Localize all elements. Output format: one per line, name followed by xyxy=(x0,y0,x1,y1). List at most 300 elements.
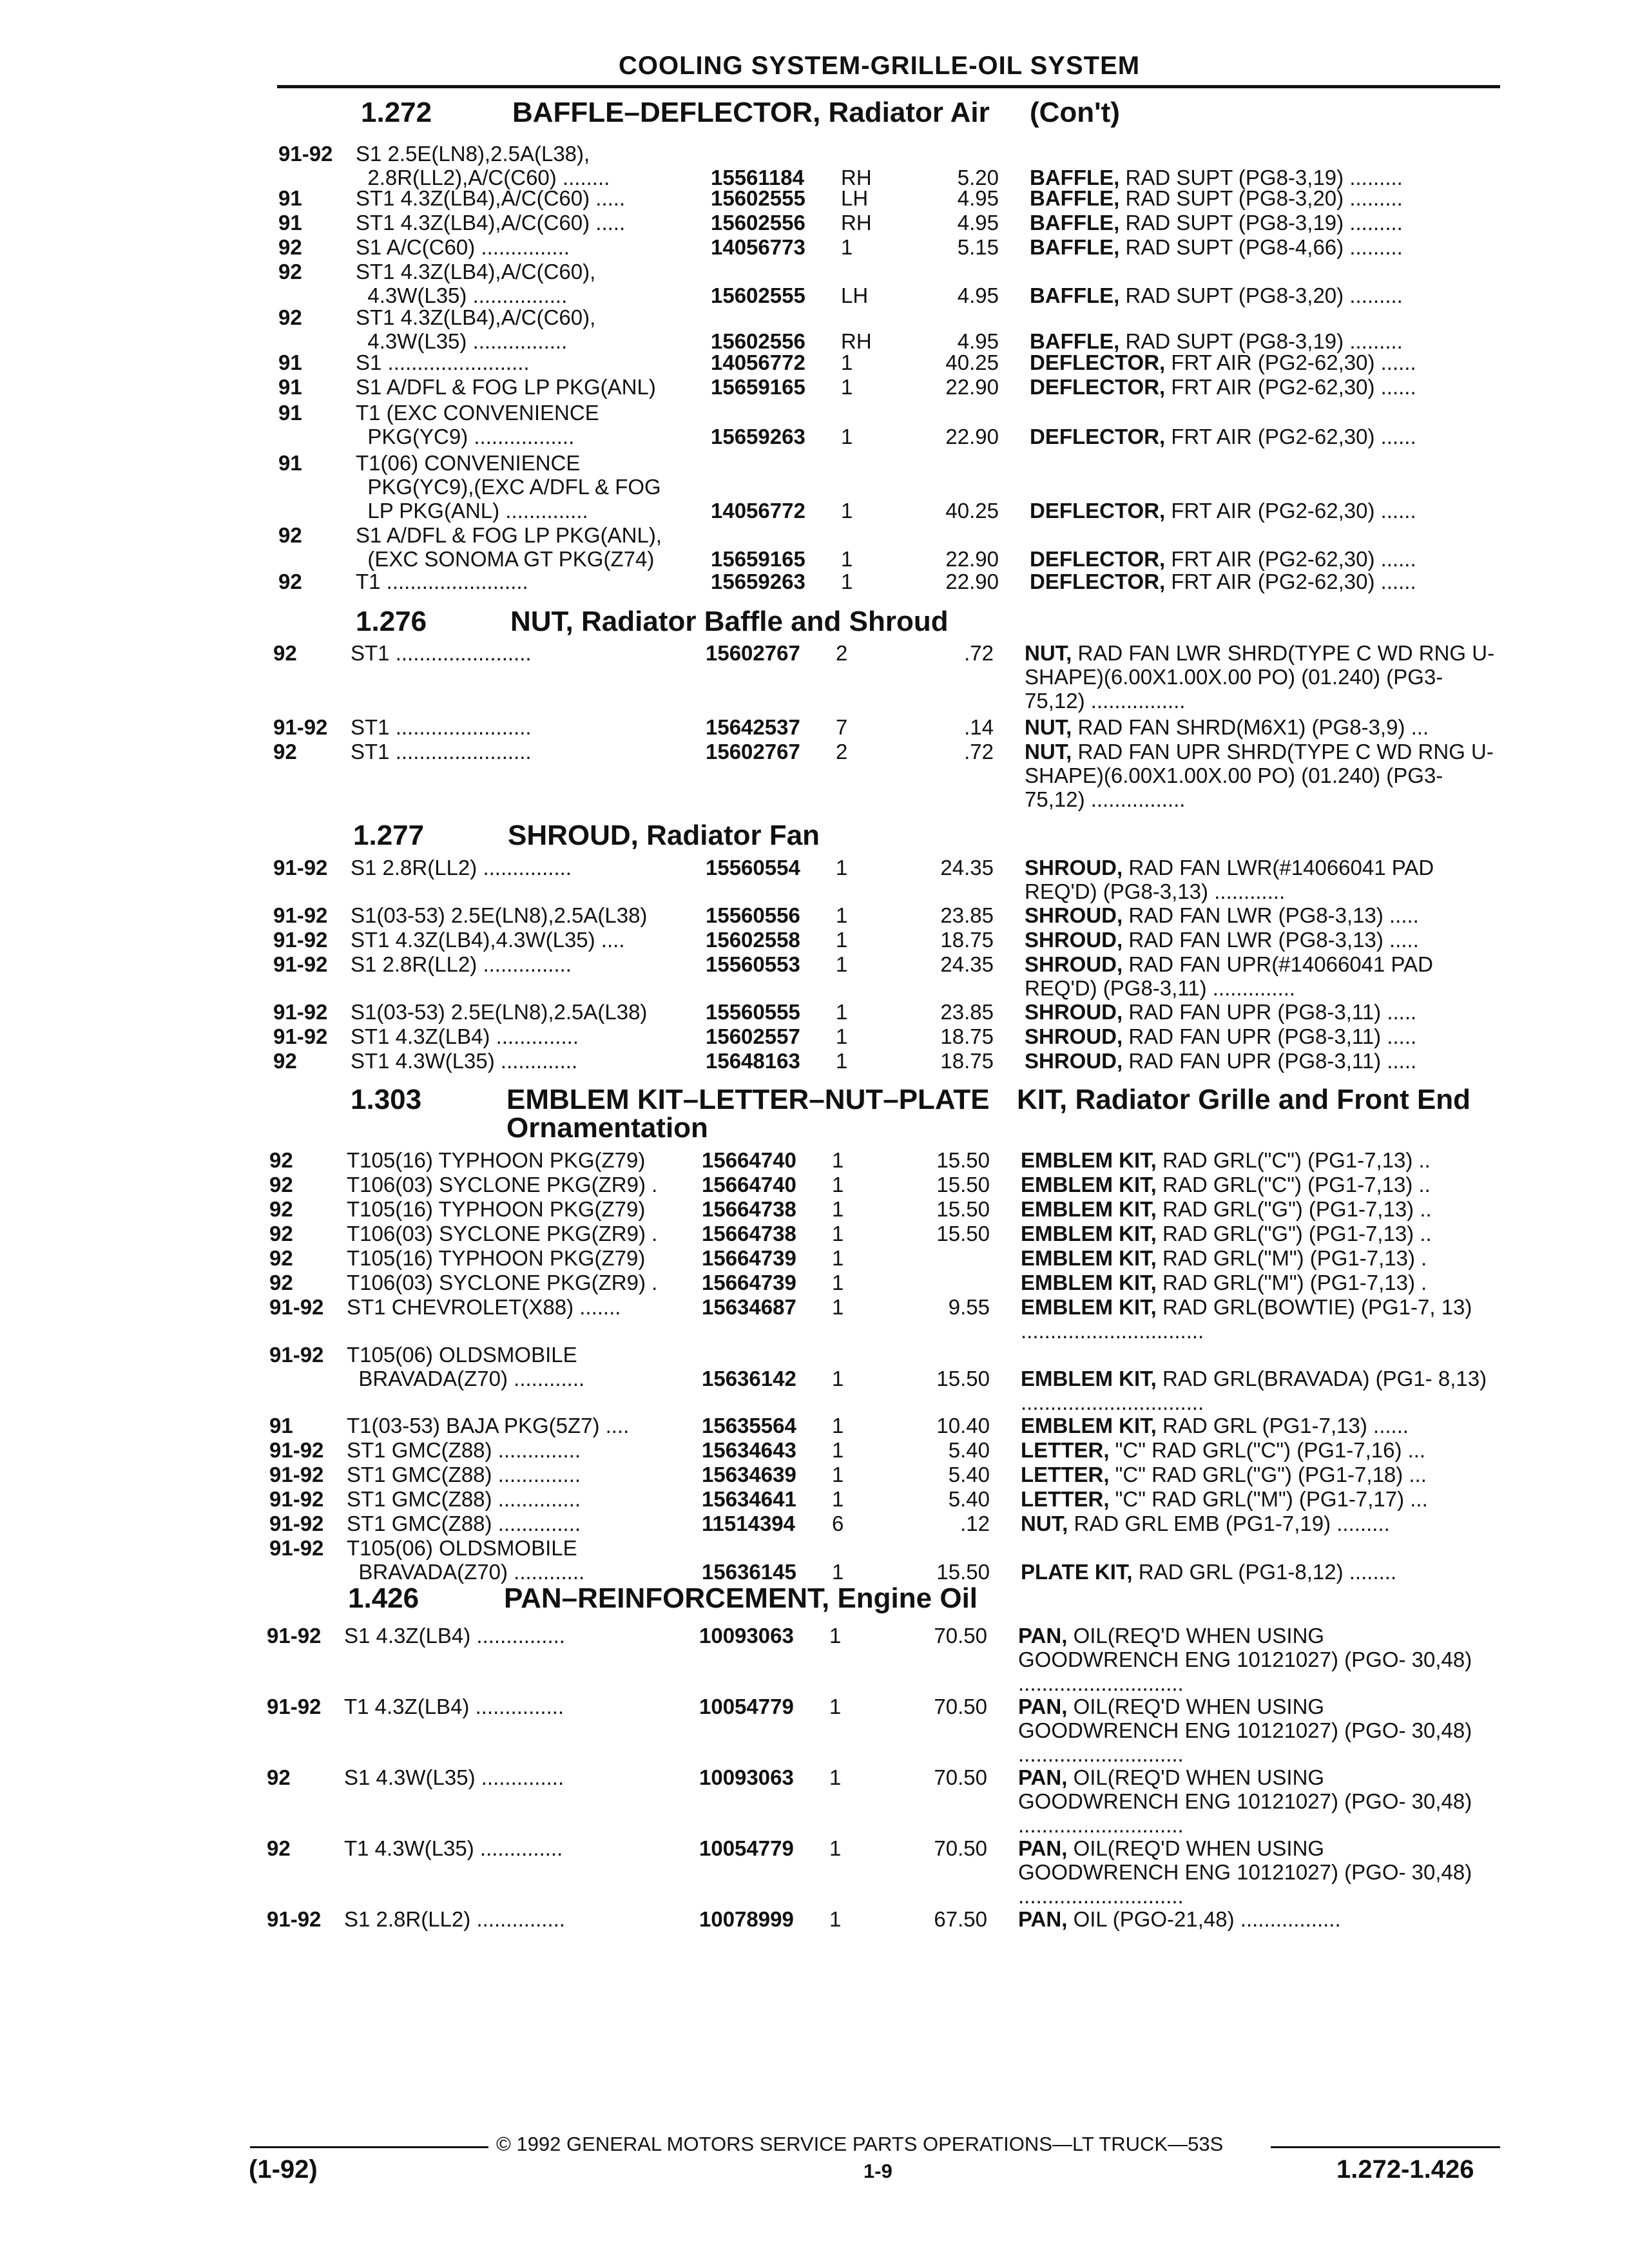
description xyxy=(1030,375,1500,399)
application: S1 2.8R(LL2) ............... xyxy=(344,1907,565,1931)
price: 70.50 xyxy=(934,1836,987,1860)
quantity-side: 1 xyxy=(832,1487,844,1511)
description-keyword: LETTER, xyxy=(1021,1487,1110,1511)
part-number: 15636142 xyxy=(702,1367,796,1390)
description-detail: RAD GRL EMB (PG1-7,19) ......... xyxy=(1068,1512,1390,1535)
description-detail: RAD FAN LWR (PG8-3,13) ..... xyxy=(1123,928,1419,952)
application: S1 4.3W(L35) .............. xyxy=(344,1765,564,1789)
section-title-continued: KIT, Radiator Grille and Front End xyxy=(1017,1084,1471,1115)
quantity-side: 2 xyxy=(836,641,848,665)
description xyxy=(1025,1024,1495,1048)
price: 15.50 xyxy=(936,1560,990,1584)
price: 67.50 xyxy=(934,1907,987,1931)
application: ST1 4.3Z(LB4),4.3W(L35) .... xyxy=(351,928,625,952)
description-detail: RAD GRL("C") (PG1-7,13) .. xyxy=(1156,1148,1431,1172)
footer-revision: (1-92) xyxy=(249,2155,318,2184)
description-detail: RAD FAN UPR (PG8-3,11) ..... xyxy=(1123,1024,1417,1048)
description-detail: RAD GRL (PG1-8,12) ........ xyxy=(1132,1560,1397,1584)
quantity-side: 1 xyxy=(836,952,848,976)
description-keyword: BAFFLE, xyxy=(1030,211,1120,235)
description-keyword: PAN, xyxy=(1018,1836,1068,1860)
description-detail: "C" RAD GRL("M") (PG1-7,17) ... xyxy=(1109,1487,1428,1511)
price: 70.50 xyxy=(934,1624,987,1648)
price: 15.50 xyxy=(936,1367,990,1390)
price: 40.25 xyxy=(945,499,999,523)
quantity-side: 1 xyxy=(836,1000,848,1024)
model-year: 91-92 xyxy=(273,715,328,739)
model-year: 92 xyxy=(278,305,302,329)
part-number: 15602556 xyxy=(711,329,805,353)
price: .14 xyxy=(964,715,994,739)
description-detail: RAD GRL(BOWTIE) (PG1-7, 13) ............................... xyxy=(1021,1295,1472,1343)
part-number: 15602767 xyxy=(706,740,800,764)
section-heading xyxy=(0,1084,1629,1148)
application: ST1 4.3Z(LB4),A/C(C60), 4.3W(L35) ................ xyxy=(356,305,596,353)
quantity-side: RH xyxy=(841,166,872,189)
description-detail: RAD GRL("M") (PG1-7,13) . xyxy=(1156,1246,1427,1270)
description xyxy=(1030,499,1500,523)
application: T105(06) OLDSMOBILE BRAVADA(Z70) ............ xyxy=(347,1536,585,1584)
section-title: PAN–REINFORCEMENT, Engine Oil xyxy=(504,1582,978,1614)
application: S1 A/DFL & FOG LP PKG(ANL) xyxy=(356,375,656,399)
description-detail: RAD FAN UPR SHRD(TYPE C WD RNG U-SHAPE)(6.00X1.00X.00 PO) (01.240) (PG3-75,12) ................ xyxy=(1025,740,1494,811)
price: 15.50 xyxy=(936,1173,990,1196)
description-detail: RAD SUPT (PG8-3,19) ......... xyxy=(1119,329,1403,353)
part-number: 15602556 xyxy=(711,211,805,235)
model-year: 92 xyxy=(267,1836,291,1860)
description-keyword: LETTER, xyxy=(1021,1463,1110,1486)
description-detail: "C" RAD GRL("C") (PG1-7,16) ... xyxy=(1109,1438,1426,1462)
application: T106(03) SYCLONE PKG(ZR9) . xyxy=(347,1222,658,1245)
description-keyword: DEFLECTOR, xyxy=(1030,547,1166,571)
description xyxy=(1025,715,1495,739)
application: S1(03-53) 2.5E(LN8),2.5A(L38) xyxy=(351,1000,648,1024)
description-detail: RAD FAN LWR(#14066041 PAD REQ'D) (PG8-3,13) ............ xyxy=(1025,856,1434,903)
quantity-side: 1 xyxy=(829,1695,842,1718)
model-year: 92 xyxy=(278,523,302,547)
description-detail: RAD GRL("C") (PG1-7,13) .. xyxy=(1156,1173,1431,1196)
part-number: 15602555 xyxy=(711,284,805,307)
application: S1 A/C(C60) ............... xyxy=(356,235,570,259)
section-heading xyxy=(0,820,1629,856)
model-year: 91 xyxy=(278,375,302,399)
description-keyword: SHROUD, xyxy=(1025,928,1123,952)
description-detail: RAD SUPT (PG8-3,20) ......... xyxy=(1119,284,1403,307)
part-number: 10093063 xyxy=(699,1624,794,1648)
description xyxy=(1021,1463,1491,1486)
description-detail: RAD SUPT (PG8-4,66) ......... xyxy=(1119,235,1403,259)
description-keyword: SHROUD, xyxy=(1025,1049,1123,1073)
model-year: 91 xyxy=(278,401,302,425)
description xyxy=(1021,1438,1491,1462)
application: ST1 GMC(Z88) .............. xyxy=(347,1512,581,1535)
quantity-side: 1 xyxy=(836,856,848,879)
price: 18.75 xyxy=(940,1024,994,1048)
description xyxy=(1021,1487,1491,1511)
description-detail: OIL (PGO-21,48) ................. xyxy=(1067,1907,1341,1931)
application: S1(03-53) 2.5E(LN8),2.5A(L38) xyxy=(351,903,648,927)
description-keyword: NUT, xyxy=(1021,1512,1068,1535)
description-keyword: BAFFLE, xyxy=(1030,284,1120,307)
application: S1 4.3Z(LB4) ............... xyxy=(344,1624,565,1648)
part-number: 15664740 xyxy=(702,1173,796,1196)
model-year: 92 xyxy=(278,570,302,593)
quantity-side: 1 xyxy=(841,235,853,259)
description-keyword: DEFLECTOR, xyxy=(1030,570,1166,593)
model-year: 92 xyxy=(269,1197,293,1221)
description-keyword: NUT, xyxy=(1025,715,1072,739)
quantity-side: 2 xyxy=(836,740,848,764)
application: T106(03) SYCLONE PKG(ZR9) . xyxy=(347,1271,658,1294)
description-detail: RAD FAN UPR (PG8-3,11) ..... xyxy=(1123,1000,1417,1024)
price: 24.35 xyxy=(940,856,994,879)
description-keyword: PAN, xyxy=(1018,1765,1068,1789)
model-year: 91-92 xyxy=(273,1000,328,1024)
section-title: SHROUD, Radiator Fan xyxy=(508,820,820,851)
quantity-side: 1 xyxy=(832,1222,844,1245)
description xyxy=(1018,1907,1489,1931)
quantity-side: 1 xyxy=(832,1271,844,1294)
quantity-side: 1 xyxy=(832,1148,844,1172)
footer-rule-left xyxy=(250,2146,488,2148)
section-title: BAFFLE–DEFLECTOR, Radiator Air xyxy=(512,97,990,128)
part-number: 14056772 xyxy=(711,499,805,523)
application: T105(16) TYPHOON PKG(Z79) xyxy=(347,1246,646,1270)
section-title: NUT, Radiator Baffle and Shroud xyxy=(510,606,949,637)
description-detail: RAD GRL("M") (PG1-7,13) . xyxy=(1156,1271,1427,1294)
description xyxy=(1021,1173,1491,1196)
section-heading xyxy=(0,97,1629,133)
price: 23.85 xyxy=(940,1000,994,1024)
description-keyword: EMBLEM KIT, xyxy=(1021,1414,1157,1437)
part-number: 15659165 xyxy=(711,375,805,399)
quantity-side: RH xyxy=(841,211,872,235)
quantity-side: LH xyxy=(841,186,869,210)
description xyxy=(1018,1624,1489,1695)
model-year: 92 xyxy=(269,1173,293,1196)
description-detail: OIL(REQ'D WHEN USING GOODWRENCH ENG 10121027) (PGO- 30,48) ............................ xyxy=(1018,1765,1472,1837)
description-keyword: EMBLEM KIT, xyxy=(1021,1295,1157,1319)
application: T105(16) TYPHOON PKG(Z79) xyxy=(347,1148,646,1172)
model-year: 92 xyxy=(278,260,302,284)
description-detail: RAD FAN SHRD(M6X1) (PG8-3,9) ... xyxy=(1072,715,1429,739)
description-keyword: BAFFLE, xyxy=(1030,166,1120,189)
description xyxy=(1025,903,1495,927)
description-keyword: DEFLECTOR, xyxy=(1030,425,1166,448)
description-detail: FRT AIR (PG2-62,30) ...... xyxy=(1165,425,1416,448)
quantity-side: 1 xyxy=(841,351,853,374)
description-detail: RAD SUPT (PG8-3,19) ......... xyxy=(1119,166,1403,189)
price: 70.50 xyxy=(934,1765,987,1789)
model-year: 91-92 xyxy=(267,1907,322,1931)
price: 4.95 xyxy=(957,211,999,235)
model-year: 92 xyxy=(269,1222,293,1245)
description-detail: RAD GRL("G") (PG1-7,13) .. xyxy=(1156,1197,1432,1221)
description-detail: RAD FAN LWR (PG8-3,13) ..... xyxy=(1123,903,1419,927)
model-year: 91-92 xyxy=(273,856,328,879)
quantity-side: 1 xyxy=(829,1907,842,1931)
footer-section-range: 1.272-1.426 xyxy=(1336,2155,1474,2184)
description xyxy=(1025,1049,1495,1073)
part-number: 14056773 xyxy=(711,235,805,259)
description-keyword: BAFFLE, xyxy=(1030,186,1120,210)
description xyxy=(1021,1148,1491,1172)
description-keyword: PLATE KIT, xyxy=(1021,1560,1133,1584)
part-number: 10054779 xyxy=(699,1695,794,1718)
part-number: 15659263 xyxy=(711,570,805,593)
quantity-side: 1 xyxy=(832,1295,844,1319)
description xyxy=(1025,928,1495,952)
description-keyword: PAN, xyxy=(1018,1695,1068,1718)
description-keyword: SHROUD, xyxy=(1025,856,1123,879)
description xyxy=(1025,740,1495,811)
application: T1 4.3W(L35) .............. xyxy=(344,1836,563,1860)
price: 24.35 xyxy=(940,952,994,976)
part-number: 15635564 xyxy=(702,1414,796,1437)
description xyxy=(1021,1295,1491,1343)
model-year: 92 xyxy=(278,235,302,259)
quantity-side: 1 xyxy=(836,1049,848,1073)
model-year: 91-92 xyxy=(273,1024,328,1048)
section-continued: (Con't) xyxy=(1030,97,1120,128)
price: 5.40 xyxy=(948,1463,990,1486)
description-detail: RAD FAN LWR SHRD(TYPE C WD RNG U-SHAPE)(6.00X1.00X.00 PO) (01.240) (PG3-75,12) ................ xyxy=(1025,641,1495,713)
description-detail: OIL(REQ'D WHEN USING GOODWRENCH ENG 10121027) (PGO- 30,48) ............................ xyxy=(1018,1624,1472,1695)
description xyxy=(1021,1197,1491,1221)
application: ST1 4.3Z(LB4),A/C(C60), 4.3W(L35) ................ xyxy=(356,260,596,307)
section-heading xyxy=(0,606,1629,642)
description-keyword: SHROUD, xyxy=(1025,952,1123,976)
description xyxy=(1025,641,1495,713)
part-number: 15560555 xyxy=(706,1000,800,1024)
model-year: 91-92 xyxy=(269,1512,324,1535)
application: ST1 CHEVROLET(X88) ....... xyxy=(347,1295,621,1319)
price: 70.50 xyxy=(934,1695,987,1718)
model-year: 91-92 xyxy=(273,928,328,952)
price: 5.40 xyxy=(948,1487,990,1511)
description-detail: RAD GRL(BRAVADA) (PG1- 8,13) ............................... xyxy=(1021,1367,1487,1414)
description-keyword: EMBLEM KIT, xyxy=(1021,1246,1157,1270)
footer-page-number: 1-9 xyxy=(863,2160,892,2182)
section-title-line2: Ornamentation xyxy=(506,1112,708,1144)
description-keyword: EMBLEM KIT, xyxy=(1021,1148,1157,1172)
model-year: 92 xyxy=(269,1246,293,1270)
part-number: 15642537 xyxy=(706,715,800,739)
quantity-side: 1 xyxy=(841,375,853,399)
model-year: 92 xyxy=(273,641,297,665)
quantity-side: 1 xyxy=(829,1765,842,1789)
price: 23.85 xyxy=(940,903,994,927)
part-number: 15602767 xyxy=(706,641,800,665)
application: ST1 4.3W(L35) ............. xyxy=(351,1049,578,1073)
model-year: 91-92 xyxy=(269,1487,324,1511)
price: 5.20 xyxy=(957,166,999,189)
part-number: 15634643 xyxy=(702,1438,796,1462)
model-year: 91-92 xyxy=(269,1463,324,1486)
description-keyword: DEFLECTOR, xyxy=(1030,499,1166,523)
description xyxy=(1018,1836,1489,1908)
application: T105(06) OLDSMOBILE BRAVADA(Z70) ............ xyxy=(347,1343,585,1390)
description-keyword: NUT, xyxy=(1025,641,1072,665)
description-keyword: DEFLECTOR, xyxy=(1030,375,1166,399)
description-keyword: EMBLEM KIT, xyxy=(1021,1222,1157,1245)
part-number: 15602558 xyxy=(706,928,800,952)
description xyxy=(1030,284,1500,307)
description-detail: OIL(REQ'D WHEN USING GOODWRENCH ENG 10121027) (PGO- 30,48) ............................ xyxy=(1018,1695,1472,1766)
application: ST1 GMC(Z88) .............. xyxy=(347,1463,581,1486)
description-keyword: EMBLEM KIT, xyxy=(1021,1367,1157,1390)
description-detail: "C" RAD GRL("G") (PG1-7,18) ... xyxy=(1109,1463,1427,1486)
price: 18.75 xyxy=(940,1049,994,1073)
model-year: 92 xyxy=(267,1765,291,1789)
description-detail: FRT AIR (PG2-62,30) ...... xyxy=(1165,375,1416,399)
model-year: 91-92 xyxy=(269,1536,324,1560)
application: T1 (EXC CONVENIENCE PKG(YC9) ................. xyxy=(356,401,599,448)
description xyxy=(1018,1695,1489,1766)
part-number: 10093063 xyxy=(699,1765,794,1789)
section-number: 1.272 xyxy=(361,97,432,128)
application: T1 4.3Z(LB4) ............... xyxy=(344,1695,564,1718)
model-year: 91 xyxy=(278,186,302,210)
quantity-side: 1 xyxy=(832,1438,844,1462)
quantity-side: 1 xyxy=(836,903,848,927)
application: S1 2.8R(LL2) ............... xyxy=(351,952,572,976)
quantity-side: 1 xyxy=(829,1836,842,1860)
application: T1(03-53) BAJA PKG(5Z7) .... xyxy=(347,1414,630,1437)
page-header-title: COOLING SYSTEM-GRILLE-OIL SYSTEM xyxy=(619,52,1141,80)
description-detail: RAD SUPT (PG8-3,19) ......... xyxy=(1119,211,1403,235)
price: 22.90 xyxy=(945,547,999,571)
part-number: 10054779 xyxy=(699,1836,794,1860)
part-number: 15664738 xyxy=(702,1197,796,1221)
quantity-side: 7 xyxy=(836,715,848,739)
description-detail: RAD SUPT (PG8-3,20) ......... xyxy=(1119,186,1403,210)
application: S1 2.8R(LL2) ............... xyxy=(351,856,572,879)
part-number: 15560553 xyxy=(706,952,800,976)
description-keyword: LETTER, xyxy=(1021,1438,1110,1462)
description-keyword: BAFFLE, xyxy=(1030,329,1120,353)
price: 4.95 xyxy=(957,284,999,307)
part-number: 11514394 xyxy=(702,1512,796,1535)
part-number: 15636145 xyxy=(702,1560,796,1584)
quantity-side: 1 xyxy=(832,1246,844,1270)
quantity-side: 1 xyxy=(841,425,853,448)
model-year: 91-92 xyxy=(269,1438,324,1462)
description xyxy=(1018,1765,1489,1837)
description xyxy=(1021,1246,1491,1270)
description xyxy=(1021,1560,1491,1584)
description xyxy=(1030,425,1500,448)
application: ST1 ....................... xyxy=(351,740,532,764)
footer-rule-right xyxy=(1271,2146,1500,2148)
description xyxy=(1030,186,1500,210)
model-year: 91 xyxy=(278,211,302,235)
application: ST1 ....................... xyxy=(351,641,532,665)
application: ST1 GMC(Z88) .............. xyxy=(347,1438,581,1462)
quantity-side: 1 xyxy=(841,499,853,523)
description-detail: RAD GRL (PG1-7,13) ...... xyxy=(1156,1414,1409,1437)
description-keyword: EMBLEM KIT, xyxy=(1021,1173,1157,1196)
application: S1 A/DFL & FOG LP PKG(ANL), (EXC SONOMA GT PKG(Z74) xyxy=(356,523,662,571)
application: T1(06) CONVENIENCE PKG(YC9),(EXC A/DFL & FOG LP PKG(ANL) .............. xyxy=(356,451,661,523)
price: 15.50 xyxy=(936,1222,990,1245)
quantity-side: 1 xyxy=(832,1463,844,1486)
part-number: 15561184 xyxy=(711,166,805,189)
description-keyword: BAFFLE, xyxy=(1030,235,1120,259)
price: 4.95 xyxy=(957,329,999,353)
part-number: 15664739 xyxy=(702,1246,796,1270)
description xyxy=(1021,1367,1491,1414)
application: ST1 4.3Z(LB4),A/C(C60) ..... xyxy=(356,211,626,235)
quantity-side: LH xyxy=(841,284,869,307)
quantity-side: 1 xyxy=(832,1560,844,1584)
description-keyword: DEFLECTOR, xyxy=(1030,351,1166,374)
description-keyword: SHROUD, xyxy=(1025,1000,1123,1024)
quantity-side: 1 xyxy=(832,1197,844,1221)
model-year: 91-92 xyxy=(269,1295,324,1319)
section-title: EMBLEM KIT–LETTER–NUT–PLATE xyxy=(506,1084,990,1115)
description-keyword: PAN, xyxy=(1018,1624,1068,1648)
description xyxy=(1021,1512,1491,1535)
model-year: 92 xyxy=(269,1148,293,1172)
section-heading xyxy=(0,1582,1629,1619)
price: 22.90 xyxy=(945,375,999,399)
price: .72 xyxy=(964,641,994,665)
part-number: 15634639 xyxy=(702,1463,796,1486)
part-number: 15560556 xyxy=(706,903,800,927)
price: 9.55 xyxy=(948,1295,990,1319)
part-number: 15560554 xyxy=(706,856,800,879)
description-detail: RAD FAN UPR(#14066041 PAD REQ'D) (PG8-3,11) .............. xyxy=(1025,952,1433,1000)
quantity-side: 1 xyxy=(829,1624,842,1648)
description-keyword: SHROUD, xyxy=(1025,903,1123,927)
price: .72 xyxy=(964,740,994,764)
price: 22.90 xyxy=(945,570,999,593)
application: S1 2.5E(LN8),2.5A(L38), 2.8R(LL2),A/C(C60) ........ xyxy=(356,142,610,189)
quantity-side: 1 xyxy=(836,1024,848,1048)
description xyxy=(1025,856,1495,903)
quantity-side: 1 xyxy=(832,1367,844,1390)
application: T1 ........................ xyxy=(356,570,528,593)
model-year: 92 xyxy=(273,740,297,764)
description xyxy=(1030,570,1500,593)
quantity-side: 1 xyxy=(841,570,853,593)
description-detail: RAD GRL("G") (PG1-7,13) .. xyxy=(1156,1222,1432,1245)
price: 4.95 xyxy=(957,186,999,210)
model-year: 91-92 xyxy=(273,903,328,927)
description xyxy=(1030,235,1500,259)
price: 22.90 xyxy=(945,425,999,448)
quantity-side: 1 xyxy=(832,1414,844,1437)
quantity-side: 1 xyxy=(841,547,853,571)
model-year: 91 xyxy=(278,351,302,374)
description-detail: FRT AIR (PG2-62,30) ...... xyxy=(1165,499,1416,523)
quantity-side: 1 xyxy=(836,928,848,952)
price: 15.50 xyxy=(936,1197,990,1221)
description-keyword: EMBLEM KIT, xyxy=(1021,1271,1157,1294)
header-rule xyxy=(277,85,1500,88)
part-number: 15634641 xyxy=(702,1487,796,1511)
description-keyword: SHROUD, xyxy=(1025,1024,1123,1048)
description xyxy=(1021,1222,1491,1245)
part-number: 15602557 xyxy=(706,1024,800,1048)
section-number: 1.277 xyxy=(353,820,425,851)
model-year: 91 xyxy=(278,451,302,475)
application: ST1 4.3Z(LB4),A/C(C60) ..... xyxy=(356,186,626,210)
part-number: 15664740 xyxy=(702,1148,796,1172)
price: 10.40 xyxy=(936,1414,990,1437)
part-number: 15634687 xyxy=(702,1295,796,1319)
